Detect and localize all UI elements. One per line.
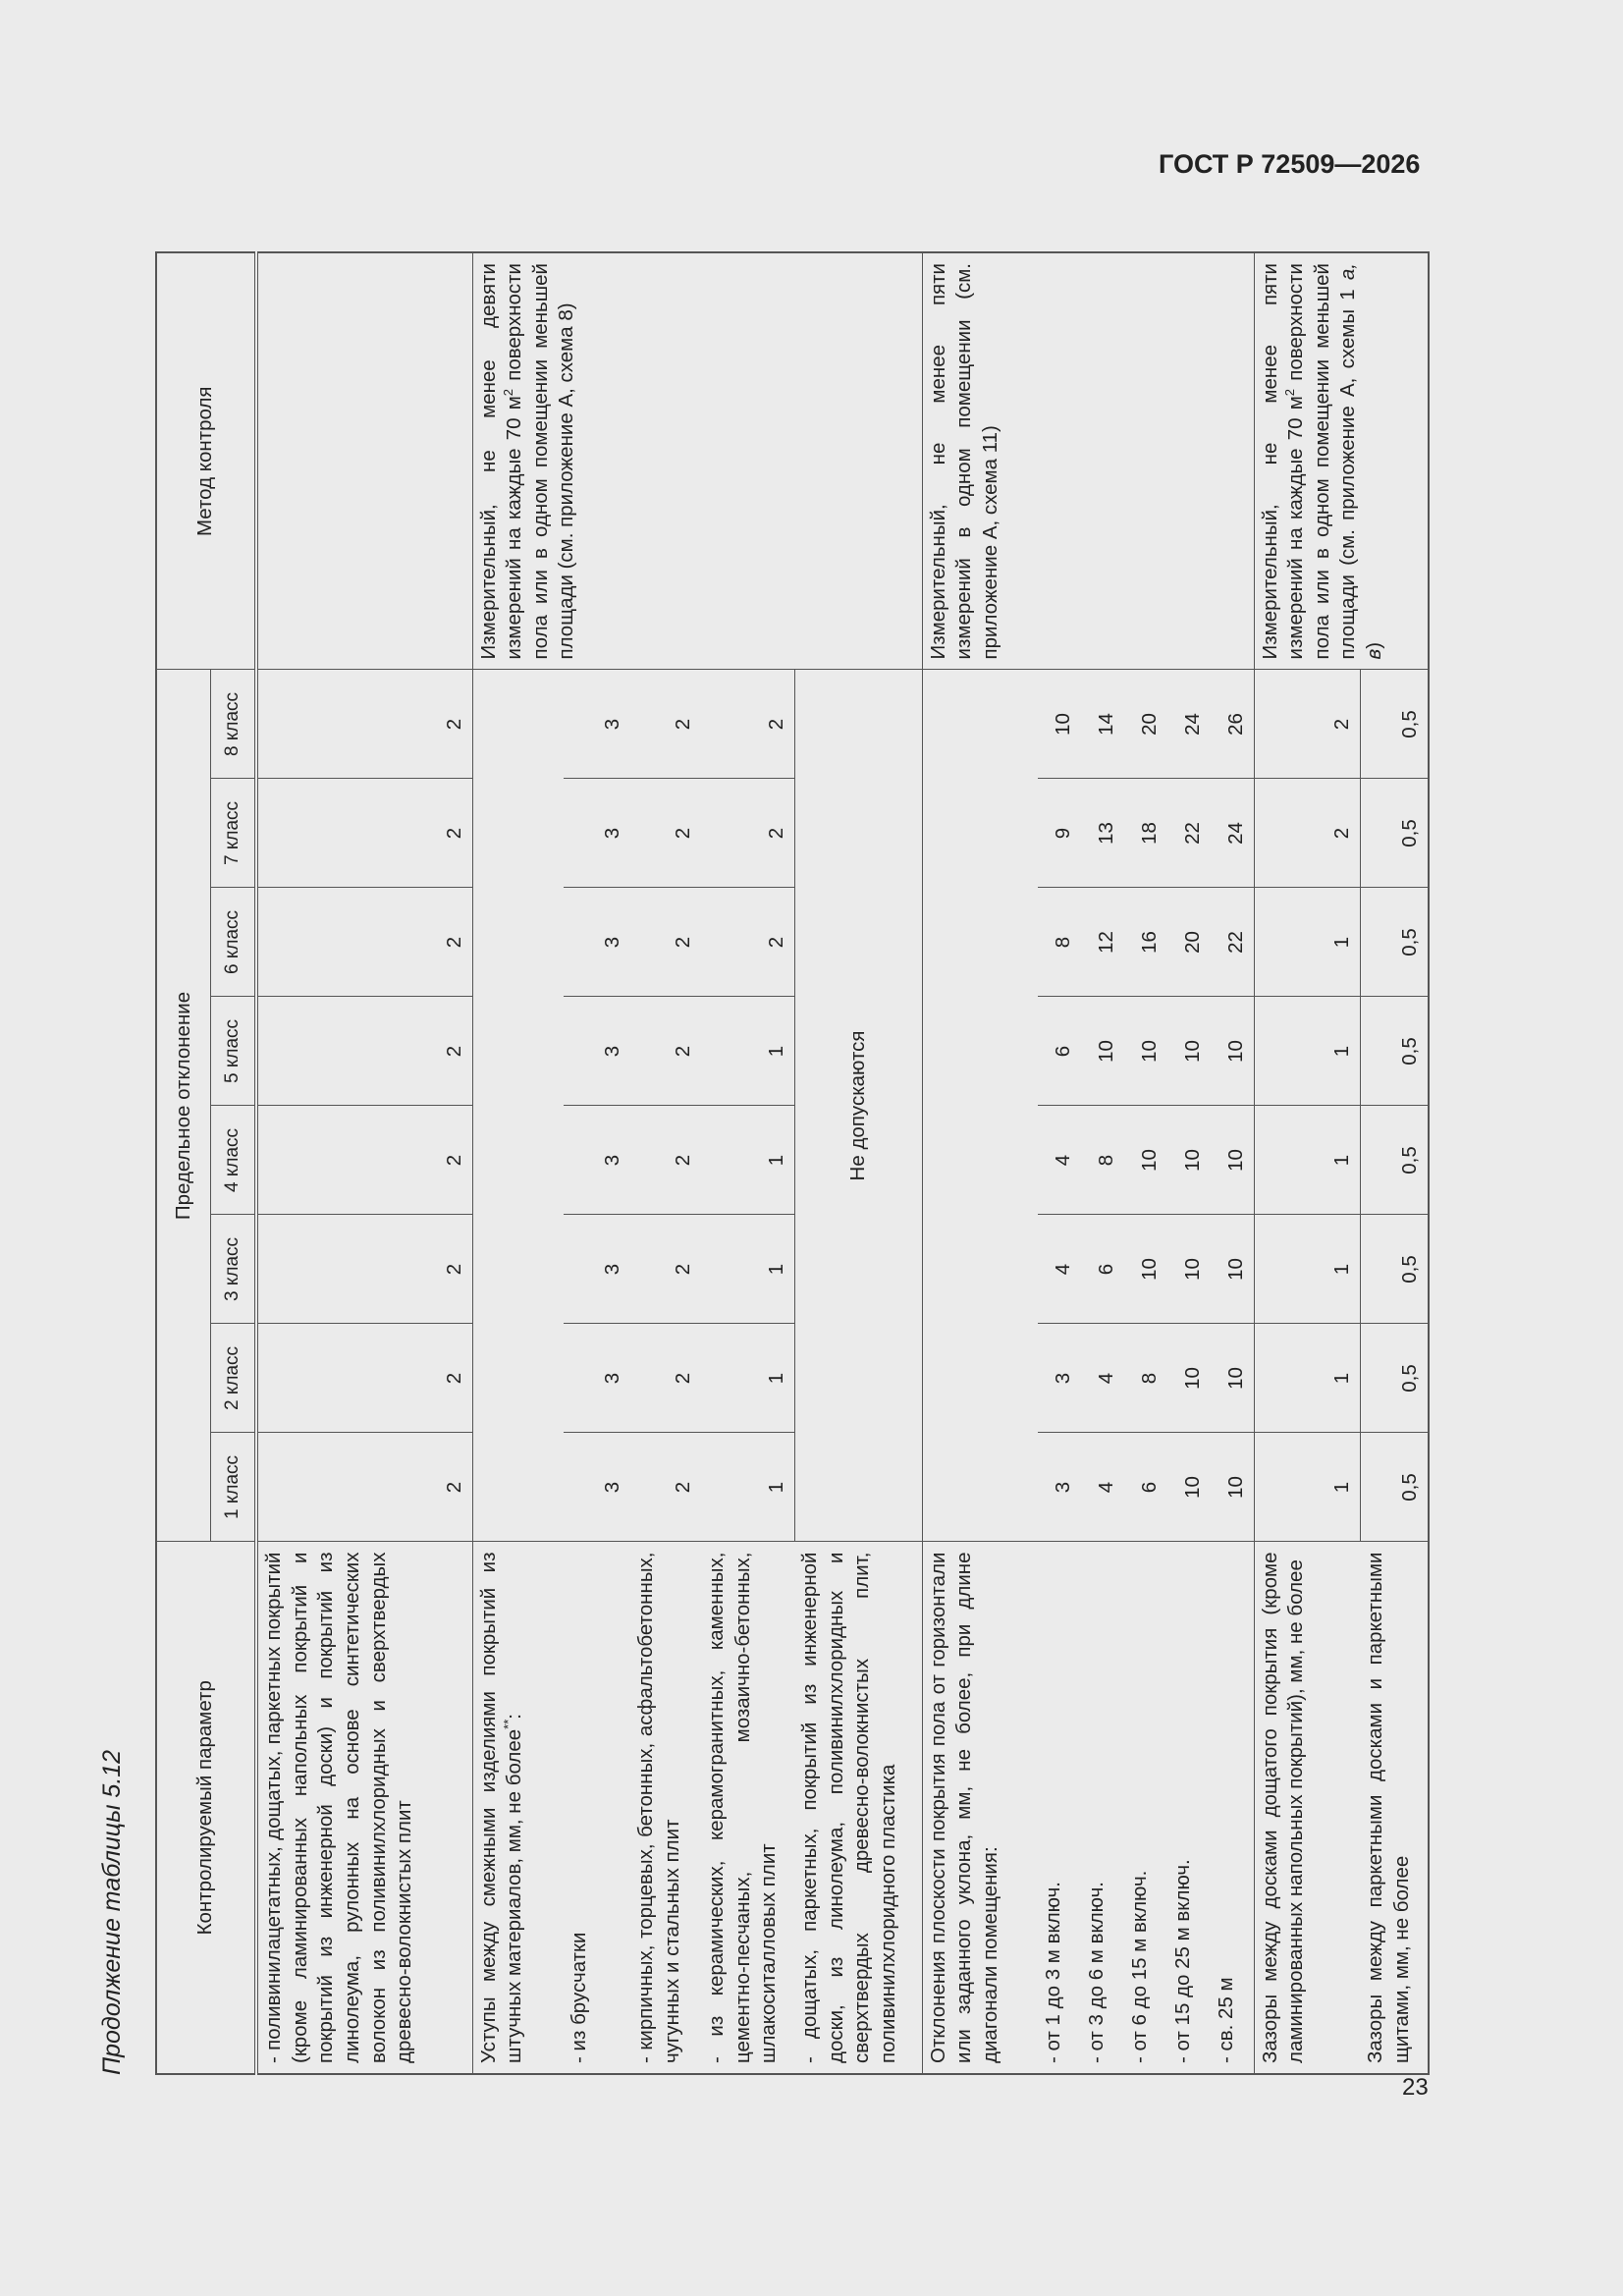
- value-cell: 13: [1081, 779, 1124, 888]
- header-class: 8 класс: [211, 670, 257, 779]
- spacer-cell: [922, 670, 1038, 1542]
- value-cell: 2: [630, 997, 701, 1106]
- value-cell: 2: [630, 1324, 701, 1433]
- header-class: 7 класс: [211, 779, 257, 888]
- parameter-cell: Отклонения плоскости покрытия пола от горизонтали или заданного уклона, мм, не более, при длине диагонали помещения:: [922, 1542, 1038, 2074]
- value-cell: 2: [701, 888, 794, 997]
- value-cell: 1: [701, 997, 794, 1106]
- value-cell: 16: [1124, 888, 1167, 997]
- value-cell: 2: [630, 779, 701, 888]
- value-cell: 1: [701, 1433, 794, 1542]
- value-cell: 0,5: [1360, 1324, 1429, 1433]
- value-cell: 2: [256, 1106, 472, 1215]
- value-cell: 24: [1181, 713, 1205, 736]
- value-cell: 10: [1167, 1106, 1211, 1215]
- value-cell: 10: [1167, 997, 1211, 1106]
- value-cell: 2: [256, 1215, 472, 1324]
- value-cell: 2: [442, 718, 465, 731]
- value-cell: 3: [564, 779, 630, 888]
- value-cell: 6: [1081, 1215, 1124, 1324]
- parameter-cell: Уступы между смежными изделиями покрытий из штучных материалов, мм, не более**:: [472, 1542, 564, 2074]
- value-cell: 9: [1038, 779, 1081, 888]
- method-cell: Измерительный, не менее пяти измерений на каждые 70 $м^2$ поверхности пола или в одном помещении меньшей площади (см. приложение А, схемы 1 а, в): [1254, 252, 1429, 670]
- value-cell: 10: [1124, 1106, 1167, 1215]
- header-class: 6 класс: [211, 888, 257, 997]
- header-class: 2 класс: [211, 1324, 257, 1433]
- value-cell: 10: [1211, 1215, 1254, 1324]
- value-cell: 1: [1254, 1106, 1360, 1215]
- parameter-cell: - от 15 до 25 м включ.: [1167, 1542, 1211, 2074]
- value-cell: 10: [1167, 1324, 1211, 1433]
- parameter-cell: - кирпичных, торцевых, бетонных, асфальтобетонных, чугунных и стальных плит: [630, 1542, 701, 2074]
- value-cell: 2: [630, 1433, 701, 1542]
- value-cell: 2: [256, 888, 472, 997]
- value-cell: 22: [1167, 779, 1211, 888]
- table-caption: Продолжение таблицы 5.12: [98, 1749, 126, 2075]
- value-cell: 2: [256, 1324, 472, 1433]
- value-cell: 1: [1254, 1433, 1360, 1542]
- header-class: 4 класс: [211, 1106, 257, 1215]
- value-cell: 6: [1038, 997, 1081, 1106]
- header-deviation: Предельное отклонение: [156, 670, 211, 1542]
- value-cell: 0,5: [1360, 670, 1429, 779]
- value-cell: 10: [1211, 1324, 1254, 1433]
- method-cell-empty: [256, 252, 472, 670]
- value-cell: 10: [1052, 713, 1075, 736]
- value-cell: 3: [564, 1106, 630, 1215]
- method-cell: Измерительный, не менее девяти измерений на каждые 70 $м^2$ поверхности пола или в одном помещении меньшей площади (см. приложение А, схема 8): [472, 252, 922, 670]
- value-cell: 2: [1254, 670, 1360, 779]
- value-cell: 12: [1081, 888, 1124, 997]
- value-cell: 1: [1254, 1215, 1360, 1324]
- value-cell: 1: [701, 1106, 794, 1215]
- value-cell: 2: [256, 779, 472, 888]
- value-cell: 18: [1124, 779, 1167, 888]
- value-cell: 10: [1167, 1433, 1211, 1542]
- value-cell: 3: [1038, 1324, 1081, 1433]
- value-cell: 0,5: [1360, 1106, 1429, 1215]
- value-cell: 0,5: [1360, 997, 1429, 1106]
- value-cell: 2: [630, 888, 701, 997]
- parameter-cell: - от 1 до 3 м включ.: [1038, 1542, 1081, 2074]
- parameter-cell: Зазоры между паркетными досками и паркетными щитами, мм, не более: [1360, 1542, 1429, 2074]
- page-number: 23: [1402, 2074, 1429, 2101]
- value-cell: 20: [1167, 888, 1211, 997]
- value-cell: 2: [1254, 779, 1360, 888]
- value-cell: 4: [1038, 1215, 1081, 1324]
- value-cell: 3: [564, 1215, 630, 1324]
- value-cell: 6: [1124, 1433, 1167, 1542]
- value-cell: 10: [1211, 997, 1254, 1106]
- document-code: ГОСТ Р 72509—2026: [1159, 149, 1421, 179]
- value-cell: 8: [1124, 1324, 1167, 1433]
- value-cell: 4: [1038, 1106, 1081, 1215]
- value-cell: 0,5: [1360, 888, 1429, 997]
- value-cell: 2: [672, 718, 695, 731]
- value-cell: 3: [564, 997, 630, 1106]
- value-cell: 3: [601, 718, 624, 731]
- value-cell: 3: [564, 1433, 630, 1542]
- value-cell: 2: [256, 1433, 472, 1542]
- method-cell: Измерительный, не менее пяти измерений в одном помещении (см. приложение А, схема 11): [922, 252, 1254, 670]
- header-class: 1 класс: [211, 1433, 257, 1542]
- not-allowed-cell: Не допускаются: [794, 670, 922, 1542]
- value-cell: 1: [1254, 1324, 1360, 1433]
- value-cell: 10: [1167, 1215, 1211, 1324]
- value-cell: 14: [1095, 713, 1118, 736]
- value-cell: 22: [1211, 888, 1254, 997]
- value-cell: 1: [1254, 997, 1360, 1106]
- parameter-cell: - поливинилацетатных, дощатых, паркетных покрытий (кроме ламинированных напольных покрытий и покрытий из инженерной доски) и покрытий из линолеума, рулонных на основе синтетических волокон из поливинилхлоридных и сверхтвердых древесно-волокнистых плит: [256, 1542, 472, 2074]
- value-cell: 0,5: [1360, 1433, 1429, 1542]
- parameter-cell: - дощатых, паркетных, покрытий из инженерной доски, из линолеума, поливинилхлоридных и сверхтвердых древесно-волокнистых плит, поливинилхлоридного пластика: [794, 1542, 922, 2074]
- value-cell: 1: [701, 1215, 794, 1324]
- value-cell: 1: [1254, 888, 1360, 997]
- parameter-cell: - от 6 до 15 м включ.: [1124, 1542, 1167, 2074]
- value-cell: 10: [1211, 1433, 1254, 1542]
- value-cell: 0,5: [1360, 1215, 1429, 1324]
- value-cell: 24: [1211, 779, 1254, 888]
- parameter-cell: - из керамических, керамогранитных, каменных, цементно-песчаных, мозаично-бетонных, шлакоситалловых плит: [701, 1542, 794, 2074]
- value-cell: 2: [630, 1106, 701, 1215]
- header-class: 5 класс: [211, 997, 257, 1106]
- value-cell: 0,5: [1360, 779, 1429, 888]
- value-cell: 2: [256, 997, 472, 1106]
- header-method: Метод контроля: [156, 252, 256, 670]
- value-cell: 10: [1124, 997, 1167, 1106]
- spacer-cell: [472, 670, 564, 1542]
- rotated-table-block: [98, 209, 1422, 2075]
- header-parameter: Контролируемый параметр: [156, 1542, 256, 2074]
- value-cell: 10: [1211, 1106, 1254, 1215]
- value-cell: 3: [1038, 1433, 1081, 1542]
- value-cell: 26: [1223, 713, 1247, 736]
- value-cell: 10: [1081, 997, 1124, 1106]
- value-cell: 1: [701, 1324, 794, 1433]
- value-cell: 20: [1138, 713, 1162, 736]
- value-cell: 2: [630, 1215, 701, 1324]
- value-cell: 4: [1081, 1324, 1124, 1433]
- parameter-cell: - из брусчатки: [564, 1542, 630, 2074]
- value-cell: 3: [564, 888, 630, 997]
- parameter-cell: Зазоры между досками дощатого покрытия (кроме ламинированных напольных покрытий), мм, не более: [1254, 1542, 1360, 2074]
- value-cell: 2: [764, 718, 787, 731]
- parameter-cell: - св. 25 м: [1211, 1542, 1254, 2074]
- value-cell: 2: [701, 779, 794, 888]
- value-cell: 4: [1081, 1433, 1124, 1542]
- parameter-cell: - от 3 до 6 м включ.: [1081, 1542, 1124, 2074]
- value-cell: 3: [564, 1324, 630, 1433]
- header-class: 3 класс: [211, 1215, 257, 1324]
- value-cell: 8: [1038, 888, 1081, 997]
- tolerance-table: [155, 251, 1430, 2075]
- value-cell: 8: [1081, 1106, 1124, 1215]
- value-cell: 10: [1124, 1215, 1167, 1324]
